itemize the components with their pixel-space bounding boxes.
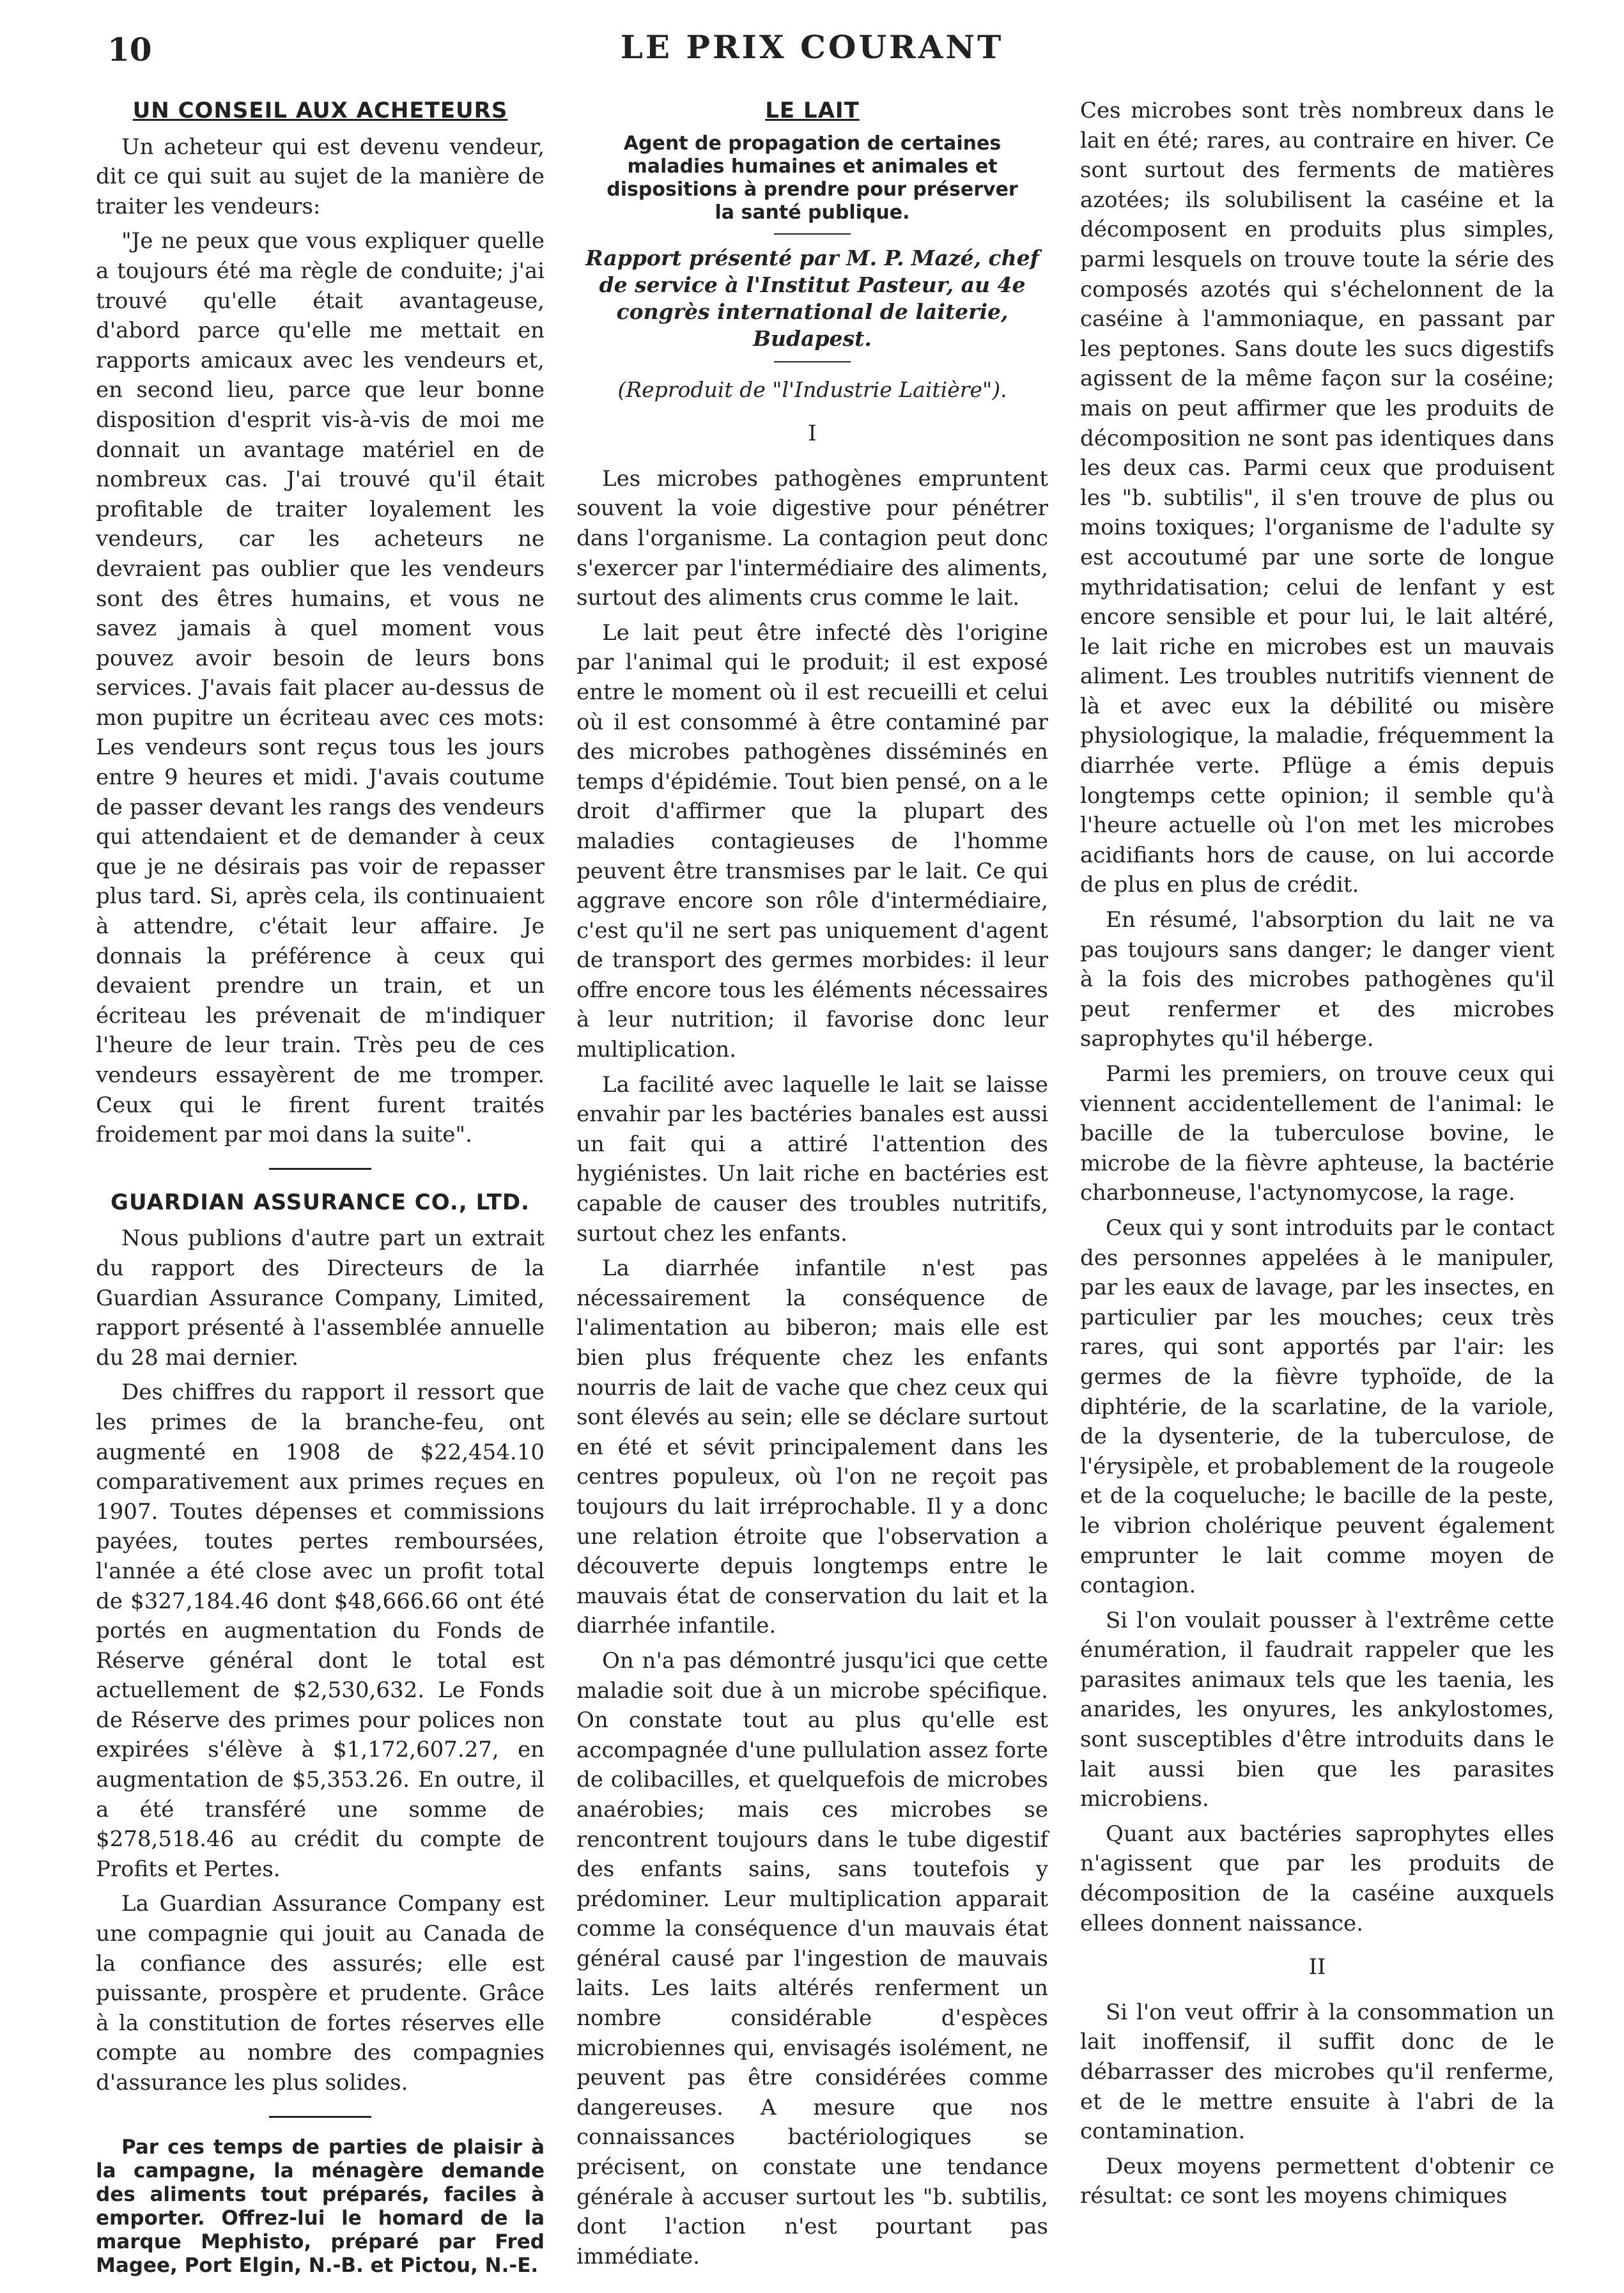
article-paragraph: Parmi les premiers, on trouve ceux qui viennent accidentellement de l'animal: le bacille de la tuberculose bovine, le microbe de la fièvre aphteuse, la bactérie charbonneuse, l'actynomycose, la rage.	[1080, 1061, 1554, 1206]
divider-rule	[774, 233, 851, 235]
reproduced-from: (Reproduit de "l'Industrie Laitière").	[617, 377, 1007, 402]
section-number-1: I	[808, 421, 817, 447]
journal-title: LE PRIX COURANT	[620, 28, 1004, 66]
article-paragraph: La facilité avec laquelle le lait se laisse envahir par les bactéries banales est aussi un fait qui a attiré l'attention des hygiénistes. Un lait riche en bactéries est capable de causer des troubles nutritifs, surtout chez les enfants.	[576, 1071, 1048, 1247]
article-paragraph: Des chiffres du rapport il ressort que les primes de la branche-feu, ont augmenté en 1908 de $22,454.10 comparativement aux primes reçues en 1907. Toutes dépenses et commissions payées, toutes pertes remboursées, l'année a été close avec un profit total de $327,184.46 dont $48,666.66 ont été portés en augmentation du Fonds de Réserve général dont le total est actuellement de $2,530,632. Le Fonds de Réserve des primes pour polices non expirées s'élève à $1,172,607.27, en augmentation de $5,353.26. En outre, il a été transféré une somme de $278,518.46 au crédit du compte de Profits et Pertes.	[96, 1380, 545, 1882]
article-paragraph: Si l'on veut offrir à la consommation un lait inoffensif, il suffit donc de le débarrasser des microbes qu'il renferme, et de le mettre ensuite à l'abri de la contamination.	[1080, 1999, 1554, 2145]
divider-rule	[269, 1168, 371, 1170]
article-paragraph: Ces microbes sont très nombreux dans le lait en été; rares, au contraire en hiver. Ce sont surtout des ferments de matières azotées; ils solubilisent la caséine et la décomposent en produits plus simples, parmi lesquels on trouve toute la série des composés azotés qui s'échelonnent de la caséine à l'ammoniaque, en passant par les peptones. Sans doute les sucs digestifs agissent de la même façon sur la coséine; mais on peut affirmer que les produits de décomposition ne sont pas identiques dans les deux cas. Parmi ceux que produisent les "b. subtilis", il s'en trouve de plus ou moins toxiques; l'organisme de l'adulte sy est accoutumé par une sorte de longue mythridatisation; celui de lenfant y est encore sensible et pour lui, le lait altéré, le lait riche en microbes est un mauvais aliment. Les troubles nutritifs viennent de là et avec eux la débilité ou misère physiologique, la maladie, fréquemment la diarrhée verte. Pflüge a émis depuis longtemps cette opinion; il semble qu'à l'heure actuelle où l'on met les microbes acidifiants hors de cause, on lui accorde de plus en plus de crédit.	[1080, 98, 1554, 898]
advert-mephisto: Par ces temps de parties de plaisir à la campagne, la ménagère demande des aliments tout préparés, faciles à emporter. Offrez-lui le homard de la marque Mephisto, préparé par Fred Magee, Port Elgin, N.-B. et Pictou, N.-E.	[96, 2135, 545, 2277]
article-paragraph: Si l'on voulait pousser à l'extrême cette énumération, il faudrait rappeler que les parasites animaux tels que les taenia, les anarides, les onyures, les ankylostomes, sont susceptibles d'être introduits dans le lait aussi bien que les parasites microbiens.	[1080, 1607, 1554, 1812]
article-paragraph: Quant aux bactéries saprophytes elles n'agissent que par les produits de décomposition de la caséine auxquels ellees donnent naissance.	[1080, 1821, 1554, 1936]
article-paragraph: La diarrhée infantile n'est pas nécessairement la conséquence de l'alimentation au biberon; mais elle est bien plus fréquente chez les enfants nourris de lait de vache que chez ceux qui sont élevés au sein; elle se déclare surtout en été et sévit principalement dans les centres populeux, où l'on ne reçoit pas toujours du lait irréprochable. Il y a donc une relation étroite que l'observation a découverte depuis longtemps entre le mauvais état de conservation du lait et la diarrhée infantile.	[576, 1255, 1048, 1639]
article-paragraph: Les microbes pathogènes empruntent souvent la voie digestive pour pénétrer dans l'organisme. La contagion peut donc s'exercer par l'intermédiaire des aliments, surtout des aliments crus comme le lait.	[576, 465, 1048, 611]
page-number: 10	[107, 31, 152, 68]
column-middle	[576, 96, 1048, 2276]
article-paragraph: En résumé, l'absorption du lait ne va pas toujours sans danger; le danger vient à la fois des microbes pathogènes qu'il peut renfermer et des microbes saprophytes qu'il héberge.	[1080, 907, 1554, 1052]
article-paragraph: Nous publions d'autre part un extrait du rapport des Directeurs de la Guardian Assurance Company, Limited, rapport présenté à l'assemblée annuelle du 28 mai dernier.	[96, 1225, 545, 1371]
article-paragraph: "Je ne peux que vous expliquer quelle a toujours été ma règle de conduite; j'ai trouvé qu'elle était avantageuse, d'abord parce qu'elle me mettait en rapports amicaux avec les vendeurs et, en second lieu, parce que leur bonne disposition d'esprit vis-à-vis de moi me donnait un avantage matériel en de nombreux cas. J'ai trouvé qu'il était profitable de traiter loyalement les vendeurs, car les acheteurs ne devraient pas oublier que les vendeurs sont des êtres humains, et vous ne savez jamais à quel moment vous pouvez avoir besoin de leurs bons services. J'avais fait placer au-dessus de mon pupitre un écriteau avec ces mots: Les vendeurs sont reçus tous les jours entre 9 heures et midi. J'avais coutume de passer devant les rangs des vendeurs qui attendaient et de demander à ceux que je ne désirais pas voir de repasser plus tard. Si, après cela, ils continuaient à attendre, c'était leur affaire. Je donnais la préférence à ceux qui devaient prendre un train, et un écriteau les prévenait de m'indiquer l'heure de leur train. Très peu de ces vendeurs essayèrent de me tromper. Ceux qui le firent furent traités froidement par moi dans la suite".	[96, 228, 545, 1148]
article-paragraph: Ceux qui y sont introduits par le contact des personnes appelées à le manipuler, par les eaux de lavage, par les insectes, en particulier par les mouches; ceux très rares, qui sont apportés par l'air: les germes de la fièvre typhoïde, de la diphtérie, de la scarlatine, de la variole, de la dysenterie, de la tuberculose, de l'érysipèle, et probablement de la rougeole et de la coqueluche; le bacille de la peste, le vibrion cholérique peuvent également emprunter le lait comme moyen de contagion.	[1080, 1215, 1554, 1599]
article-title-guardian: GUARDIAN ASSURANCE CO., LTD.	[111, 1189, 530, 1215]
article-deck: Agent de propagation de certaines maladies humaines et animales et dispositions à prendre pour préserver la santé publique.	[607, 132, 1018, 224]
divider-rule	[269, 2116, 371, 2118]
article-title-lait: LE LAIT	[765, 98, 860, 123]
report-credit: Rapport présenté par M. P. Mazé, chef de service à l'Institut Pasteur, au 4e congrès international de laiterie, Budapest.	[585, 245, 1039, 351]
article-title-conseil: UN CONSEIL AUX ACHETEURS	[132, 98, 508, 123]
article-paragraph: Deux moyens permettent d'obtenir ce résultat: ce sont les moyens chimiques	[1080, 2153, 1554, 2209]
article-paragraph: Le lait peut être infecté dès l'origine par l'animal qui le produit; il est exposé entre le moment où il est recueilli et celui où il est consommé à être contaminé par des microbes pathogènes disséminés en temps d'épidémie. Tout bien pensé, on a le droit d'affirmer que la plupart des maladies contagieuses de l'homme peuvent être transmises par le lait. Ce qui aggrave encore son rôle d'intermédiaire, c'est qu'il ne sert pas uniquement d'agent de transport des germes morbides: il leur offre encore tous les éléments nécessaires à leur nutrition; il favorise donc leur multiplication.	[576, 619, 1048, 1063]
column-left	[96, 96, 545, 2283]
article-paragraph: La Guardian Assurance Company est une compagnie qui jouit au Canada de la confiance des assurés; elle est puissante, prospère et prudente. Grâce à la constitution de fortes réserves elle compte au nombre des compagnies d'assurance les plus solides.	[96, 1891, 545, 2095]
section-number-2: II	[1308, 1954, 1326, 1980]
article-paragraph: On n'a pas démontré jusqu'ici que cette maladie soit due à un microbe spécifique. On constate tout au plus qu'elle est accompagnée d'une pullulation assez forte de colibacilles, et quelquefois de microbes anaérobies; mais ces microbes se rencontrent toujours dans le tube digestif des enfants sains, sans toutefois y prédominer. Leur multiplication apparait comme la conséquence d'un mauvais état général causé par l'ingestion de mauvais laits. Les laits altérés renferment un nombre considérable d'espèces microbiennes qui, envisagés isolément, ne peuvent pas être considérées comme dangereuses. A mesure que nos connaissances bactériologiques se précisent, on constate une tendance générale à accuser surtout les "b. subtilis, dont l'action n'est pourtant pas immédiate.	[576, 1647, 1048, 2269]
divider-rule	[774, 361, 851, 362]
column-right	[1080, 96, 1554, 2216]
article-paragraph: Un acheteur qui est devenu vendeur, dit ce qui suit au sujet de la manière de traiter les vendeurs:	[96, 134, 545, 219]
